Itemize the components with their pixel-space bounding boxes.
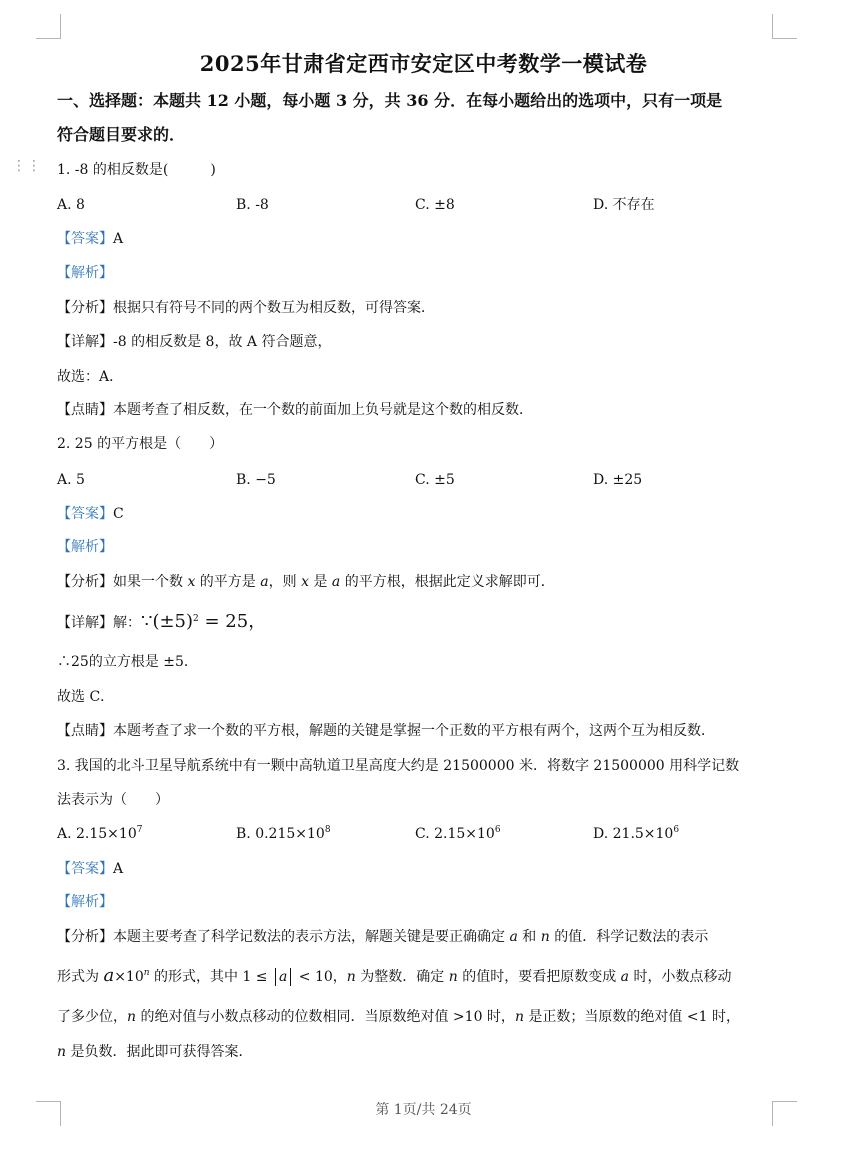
dianjing-text: 本题考查了相反数，在一个数的前面加上负号就是这个数的相反数． [113,402,533,418]
math-var: a [620,969,630,985]
option-exponent: 7 [136,825,143,835]
option-text: B. 0.215×10 [236,826,325,842]
fenxi-text: 时，小数点移动 [629,969,732,985]
math-exponent: 2 [193,614,199,624]
dianjing-tag: 【点睛】 [57,402,113,418]
answer-value: C [113,506,124,522]
q1-analysis-tag: 【解析】 [57,265,113,281]
math-expression: = 25， [198,611,267,632]
q1-answer [57,229,123,249]
q3-answer [57,859,123,879]
q1-xiangjie [57,332,331,352]
math-var: n [514,1009,524,1025]
math-var: n [540,929,550,945]
page-footer: 第 1页/共 24页 [375,1102,472,1118]
fenxi-text: 是负数．据此即可获得答案． [66,1044,253,1060]
q3-analysis-tag: 【解析】 [57,894,113,910]
q2-option-a: A. 5 [57,472,85,488]
q2-guxuan: 故选 C． [57,689,115,705]
answer-value: A [113,861,124,877]
fenxi-tag: 【分析】 [57,929,113,945]
fenxi-tag: 【分析】 [57,300,113,316]
fenxi-text: 形式为 [57,969,104,985]
q2-answer [57,504,124,524]
q3-option-a [57,824,142,844]
q3-fenxi-line1 [57,927,708,947]
drag-handle-icon[interactable]: ⋮⋮ [12,158,42,174]
fenxi-text: 为整数．确定 [355,969,449,985]
dianjing-tag: 【点睛】 [57,723,113,739]
q1-fenxi [57,298,435,318]
q2-therefore: ∴25的立方根是 ±5． [57,654,198,670]
option-text: C. 2.15×10 [415,826,495,842]
q3-fenxi-line2 [57,966,731,987]
math-var: x [187,574,196,590]
xiangjie-text: -8 的相反数是 8，故 A 符合题意， [113,334,332,350]
math-var: a [509,929,518,945]
q1-option-b: B. -8 [236,197,269,213]
fenxi-text: 根据只有符号不同的两个数互为相反数，可得答案． [113,300,435,316]
q3-option-c [415,824,501,844]
math-expression: ×10 [114,969,144,985]
math-var: n [57,1044,67,1060]
q1-option-c: C. ±8 [415,197,455,213]
fenxi-text: < 10， [294,969,347,985]
fenxi-tag: 【分析】 [57,574,113,590]
answer-value: A [113,231,124,247]
fenxi-text: 如果一个数 [113,574,188,590]
q2-xiangjie [57,612,266,633]
q1-dianjing [57,400,533,420]
math-var: a [260,574,269,590]
fenxi-text: 的值时，要看把原数变成 [457,969,621,985]
math-var: n [127,1009,137,1025]
q1-option-d: D. 不存在 [593,197,655,213]
fenxi-text: 的平方是 [195,574,261,590]
option-exponent: 8 [324,825,331,835]
q3-fenxi-line3 [57,1007,740,1027]
answer-tag: 【答案】 [57,231,113,247]
option-exponent: 6 [494,825,501,835]
section-heading-line1: 一、选择题：本题共 12 小题，每小题 3 分，共 36 分．在每小题给出的选项中，只有一项是 [57,91,723,110]
q2-option-d: D. ±25 [593,472,643,488]
fenxi-text: 的平方根，根据此定义求解即可． [340,574,555,590]
fenxi-text: ，则 [268,574,302,590]
crop-mark-top-right [772,14,797,39]
fenxi-text: 是 [308,574,332,590]
q3-option-d [593,824,679,844]
fenxi-text: 和 [517,929,541,945]
math-var: a [103,965,115,986]
math-var: a [331,574,341,590]
q2-stem: 2. 25 的平方根是（ ） [57,436,224,452]
option-exponent: 6 [673,825,680,835]
q2-analysis-tag: 【解析】 [57,539,113,555]
fenxi-text: 的形式，其中 1 ≤ [149,969,272,985]
answer-tag: 【答案】 [57,506,113,522]
q2-option-b: B. −5 [236,472,276,488]
q1-stem: 1. -8 的相反数是( ) [57,162,216,178]
fenxi-text: 的值．科学记数法的表示 [549,929,709,945]
fenxi-text: 本题主要考查了科学记数法的表示方法，解题关键是要正确确定 [113,929,510,945]
answer-tag: 【答案】 [57,861,113,877]
option-text: D. 21.5×10 [593,826,674,842]
xiangjie-text: 解： [113,615,141,631]
q3-stem-line2: 法表示为（ ） [57,792,169,808]
q3-stem-line1: 3. 我国的北斗卫星导航系统中有一颗中高轨道卫星高度大约是 21500000 米．将数字 21500000 用科学记数 [57,758,740,774]
page-title: 2025年甘肃省定西市安定区中考数学一模试卷 [199,51,648,76]
fenxi-text: 的绝对值与小数点移动的位数相同．当原数绝对值 >10 时， [136,1009,515,1025]
section-heading-line2: 符合题目要求的． [57,125,186,144]
math-exponent: n [143,968,150,978]
crop-mark-top-left [36,14,61,39]
dianjing-text: 本题考查了求一个数的平方根，解题的关键是掌握一个正数的平方根有两个，这两个互为相反数． [113,723,715,739]
q2-option-c: C. ±5 [415,472,455,488]
q3-fenxi-line4 [57,1042,252,1062]
math-expression: ∵(±5) [141,611,194,632]
math-var: n [346,969,356,985]
math-var: n [448,969,458,985]
math-var: x [301,574,309,590]
fenxi-text: 了多少位， [57,1009,127,1025]
fenxi-text: 是正数；当原数的绝对值 <1 时， [523,1009,740,1025]
q2-dianjing [57,721,715,741]
xiangjie-tag: 【详解】 [57,334,113,350]
q1-guxuan: 故选：A． [57,369,124,385]
math-abs-value: a [275,968,291,986]
option-text: A. 2.15×10 [57,826,137,842]
xiangjie-tag: 【详解】 [57,615,113,631]
q1-option-a: A. 8 [57,197,85,213]
q3-option-b [236,824,331,844]
q2-fenxi [57,572,555,592]
